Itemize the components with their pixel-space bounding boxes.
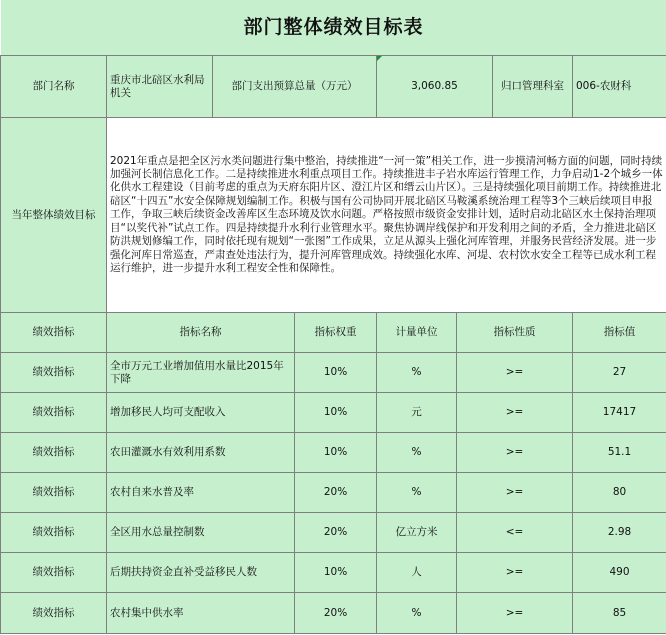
row-name: 全市万元工业增加值用水量比2015年下降 (107, 353, 295, 393)
row-category: 绩效指标 (1, 353, 107, 393)
annual-goal-label: 当年整体绩效目标 (1, 118, 107, 313)
col-header-unit: 计量单位 (377, 313, 457, 353)
row-name: 农田灌溉水有效利用系数 (107, 433, 295, 473)
row-value: 80 (573, 473, 666, 513)
row-nature: >= (457, 593, 573, 634)
office-value: 006-农财科 (573, 56, 666, 118)
row-weight: 10% (295, 353, 377, 393)
dept-name-value: 重庆市北碚区水利局机关 (107, 56, 213, 118)
col-header-name: 指标名称 (107, 313, 295, 353)
table-row (1, 513, 666, 553)
page-title: 部门整体绩效目标表 (1, 0, 666, 56)
dept-name-label: 部门名称 (1, 56, 107, 118)
col-header-nature: 指标性质 (457, 313, 573, 353)
row-name: 农村自来水普及率 (107, 473, 295, 513)
row-nature: >= (457, 433, 573, 473)
row-category: 绩效指标 (1, 433, 107, 473)
row-value: 51.1 (573, 433, 666, 473)
annual-goal-text: 2021年重点是把全区污水类问题进行集中整治，持续推进“一河一策”相关工作，进一步摸清河畅方面的问题，同时持续加强河长制信息化工作。二是持续推进水利重点项目工作。持续推进丰子岩水库运行管理工作，力争启动1-2个城乡一体化供水工程建设（目前考虑的重点为天府东阳片区、澄江片区和缙云山片区）。三是持续强化项目前期工作。持续推进北碚区“十四五”水安全保障规划编制工作。积极与国有公司协同开展北碚区马鞍溪系统治理工程等3个三峡后续项目申报工作，争取三峡后续资金改善库区生态环境及饮水问题。严格按照市级资金安排计划，适时启动北碚区水土保持治理项目“以奖代补”试点工作。四是持续提升水利行业管理水平。聚焦协调岸线保护和开发利用之间的矛盾，全力推进北碚区防洪规划修编工作，同时依托现有规划“一张图”工作成果，立足从源头上强化河库管理，并服务民营经济发展。进一步强化河库日常巡查，严肃查处违法行为，提升河库管理成效。持续强化水库、河堤、农村饮水安全工程等已成水利工程运行维护，进一步提升水利工程安全性和保障性。 (107, 118, 666, 313)
table-row (1, 593, 666, 634)
row-unit: % (377, 473, 457, 513)
table-row (1, 393, 666, 433)
row-nature: >= (457, 353, 573, 393)
office-label: 归口管理科室 (493, 56, 573, 118)
row-weight: 10% (295, 393, 377, 433)
row-weight: 10% (295, 553, 377, 593)
col-header-weight: 指标权重 (295, 313, 377, 353)
row-value: 27 (573, 353, 666, 393)
row-value: 2.98 (573, 513, 666, 553)
col-header-category: 绩效指标 (1, 313, 107, 353)
row-name: 增加移民人均可支配收入 (107, 393, 295, 433)
col-header-value: 指标值 (573, 313, 666, 353)
row-unit: % (377, 433, 457, 473)
row-unit: % (377, 353, 457, 393)
row-nature: >= (457, 393, 573, 433)
row-category: 绩效指标 (1, 393, 107, 433)
row-category: 绩效指标 (1, 593, 107, 634)
row-unit: % (377, 593, 457, 634)
row-weight: 20% (295, 473, 377, 513)
row-name: 农村集中供水率 (107, 593, 295, 634)
row-weight: 20% (295, 593, 377, 634)
budget-label: 部门支出预算总量（万元） (213, 56, 377, 118)
row-value: 85 (573, 593, 666, 634)
row-name: 全区用水总量控制数 (107, 513, 295, 553)
row-value: 17417 (573, 393, 666, 433)
row-nature: <= (457, 513, 573, 553)
row-value: 490 (573, 553, 666, 593)
row-category: 绩效指标 (1, 473, 107, 513)
row-unit: 人 (377, 553, 457, 593)
row-nature: >= (457, 553, 573, 593)
table-row (1, 433, 666, 473)
row-unit: 元 (377, 393, 457, 433)
table-row (1, 553, 666, 593)
row-name: 后期扶持资金直补受益移民人数 (107, 553, 295, 593)
row-category: 绩效指标 (1, 513, 107, 553)
row-weight: 10% (295, 433, 377, 473)
table-row (1, 473, 666, 513)
budget-value: 3,060.85 (377, 56, 493, 118)
row-nature: >= (457, 473, 573, 513)
row-category: 绩效指标 (1, 553, 107, 593)
row-unit: 亿立方米 (377, 513, 457, 553)
table-row (1, 353, 666, 393)
row-weight: 20% (295, 513, 377, 553)
